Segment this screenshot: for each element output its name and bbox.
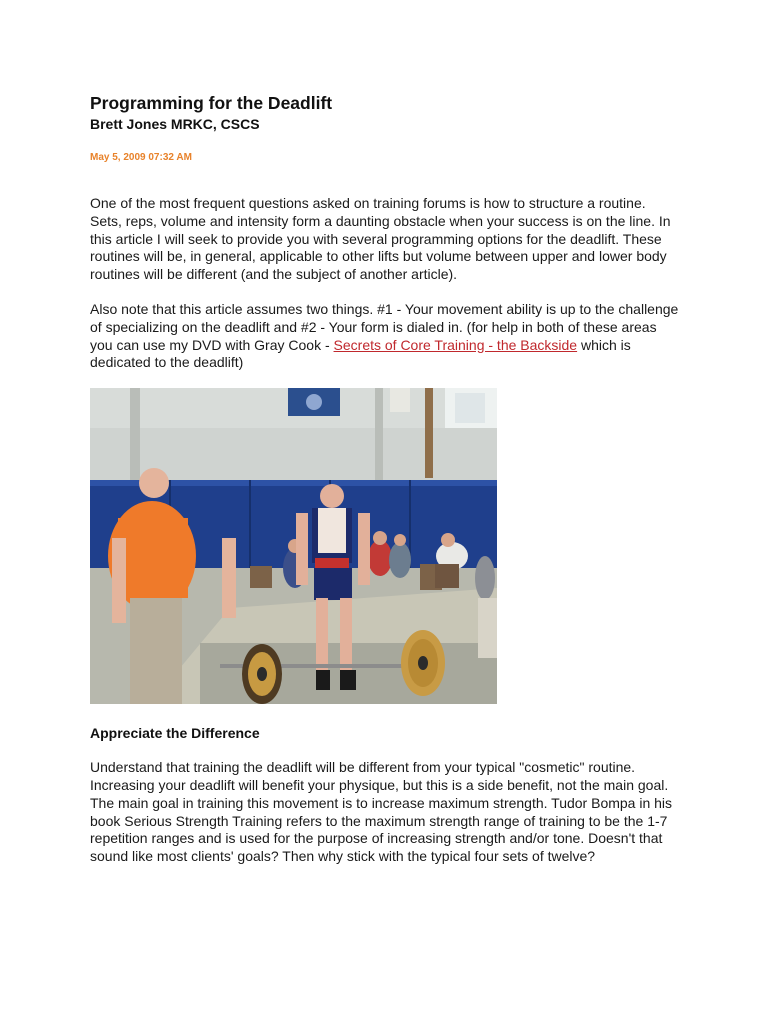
article-date: May 5, 2009 07:32 AM — [90, 152, 192, 163]
assumptions-text-end: which is dedicated to the deadlift) — [90, 336, 631, 371]
difference-paragraph: Understand that training the deadlift will be different from your typical "cosmetic" routine. Increasing your deadlift will benefit your physique, but this is a side benefit, not the main goal. The main goal in training this movement is to increase maximum strength. Tudor Bompa in his book Serious Strength Training refers to the maximum strength range of training to be the 1-7 repetition ranges and is used for the purpose of increasing strength and/or tone. Doesn't that sound like most clients' goals? Then why stick with the typical four sets of twelve? — [90, 759, 673, 865]
intro-paragraph: One of the most frequent questions asked on training forums is how to structure a routine. Sets, reps, volume and intensity form a daunting obstacle when your success is on the line. In this article I will seek to provide you with several programming options for the deadlift. These routines will be, in general, applicable to other lifts but volume between upper and lower body routines will be different (and the subject of another article). — [90, 195, 671, 283]
assumptions-paragraph — [90, 301, 680, 372]
assumptions-text-start: Also note that this article assumes two things. #1 - Your movement ability is up to the challenge of specializing on the deadlift and #2 - Your form is dialed in. (for help in both of these areas you can use my DVD with Gray Cook - — [90, 300, 679, 353]
article — [90, 92, 680, 866]
article-author: Brett Jones MRKC, CSCS — [90, 116, 260, 132]
article-title: Programming for the Deadlift — [90, 93, 333, 113]
section-heading: Appreciate the Difference — [90, 725, 260, 742]
deadlift-photo — [90, 388, 497, 704]
dvd-link[interactable]: Secrets of Core Training - the Backside — [333, 336, 578, 353]
